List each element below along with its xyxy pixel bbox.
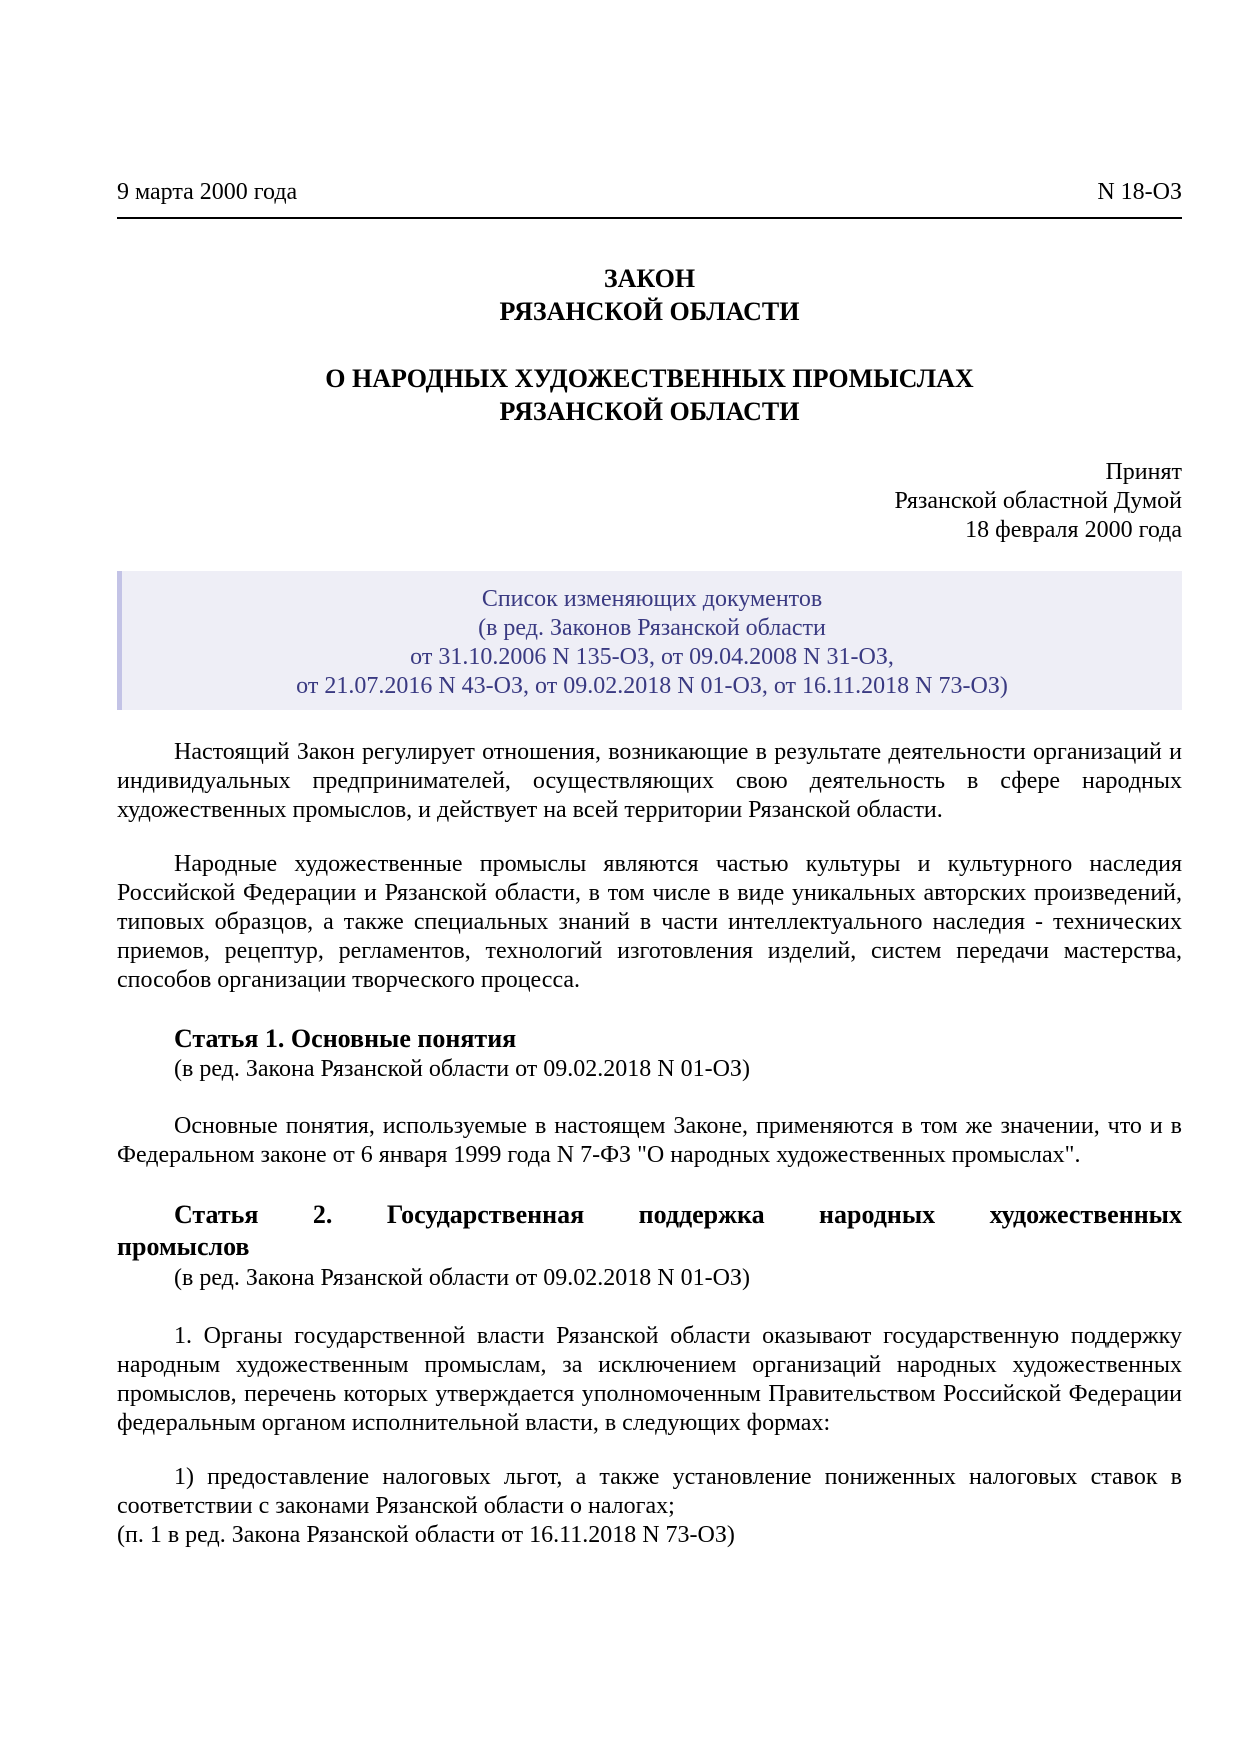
article-1-heading: Статья 1. Основные понятия [174, 1024, 517, 1053]
article-2-item-1: 1) предоставление налоговых льгот, а также установление пониженных налоговых ставок в соответствии с законами Рязанской области о налогах; [117, 1464, 1182, 1519]
amendments-title: Список изменяющих документов [481, 586, 823, 612]
article-1-text: Основные понятия, используемые в настоящем Законе, применяются в том же значении, что и в Федеральном законе от 6 января 1999 года N 7-ФЗ "О народных художественных промыслах". [117, 1113, 1182, 1168]
adoption-line: Рязанской областной Думой [894, 488, 1182, 514]
amendments-line: от 21.07.2016 N 43-ОЗ, от 09.02.2018 N 01-ОЗ, от 16.11.2018 N 73-ОЗ) [296, 673, 1008, 699]
article-2-heading: Статья 2. Государственная поддержка народных художественных промыслов [117, 1200, 1182, 1261]
intro-paragraph: Настоящий Закон регулирует отношения, возникающие в результате деятельности организаций и индивидуальных предпринимателей, осуществляющих свою деятельность в сфере народных художественных промыслов, и действует на всей территории Рязанской области. [117, 739, 1182, 823]
document-header [117, 178, 1182, 207]
law-subject [117, 362, 1182, 428]
amendments-line: (в ред. Законов Рязанской области [478, 615, 826, 641]
amendments-line: от 31.10.2006 N 135-ОЗ, от 09.04.2008 N 31-ОЗ, [410, 644, 894, 670]
header-divider [117, 217, 1182, 219]
adoption-line: Принят [1105, 459, 1182, 485]
article-2-revision: (в ред. Закона Рязанской области от 09.02.2018 N 01-ОЗ) [174, 1265, 750, 1291]
article-1-revision: (в ред. Закона Рязанской области от 09.02.2018 N 01-ОЗ) [174, 1056, 750, 1082]
subject-line: О НАРОДНЫХ ХУДОЖЕСТВЕННЫХ ПРОМЫСЛАХ [325, 364, 974, 393]
adoption-line: 18 февраля 2000 года [965, 517, 1182, 543]
intro-paragraph: Народные художественные промыслы являются частью культуры и культурного наследия Российской Федерации и Рязанской области, в том числе в виде уникальных авторских произведений, типовых образцов, а также специальных знаний в части интеллектуального наследия - технических приемов, рецептур, регламентов, технологий изготовления изделий, систем передачи мастерства, способов организации творческого процесса. [117, 851, 1182, 993]
adoption-info [894, 458, 1182, 545]
title-line: ЗАКОН [603, 264, 696, 293]
law-date: 9 марта 2000 года [117, 179, 298, 205]
law-title [117, 262, 1182, 328]
amendments-box [117, 571, 1182, 710]
law-number: N 18-ОЗ [1097, 179, 1182, 205]
title-line: РЯЗАНСКОЙ ОБЛАСТИ [499, 297, 800, 326]
article-2-item-1-revision: (п. 1 в ред. Закона Рязанской области от 16.11.2018 N 73-ОЗ) [117, 1522, 735, 1548]
article-2-paragraph: 1. Органы государственной власти Рязанской области оказывают государственную поддержку народным художественным промыслам, за исключением организаций народных художественных промыслов, перечень которых утверждается уполномоченным Правительством Российской Федерации федеральным органом исполнительной власти, в следующих формах: [117, 1323, 1182, 1436]
subject-line: РЯЗАНСКОЙ ОБЛАСТИ [499, 397, 800, 426]
